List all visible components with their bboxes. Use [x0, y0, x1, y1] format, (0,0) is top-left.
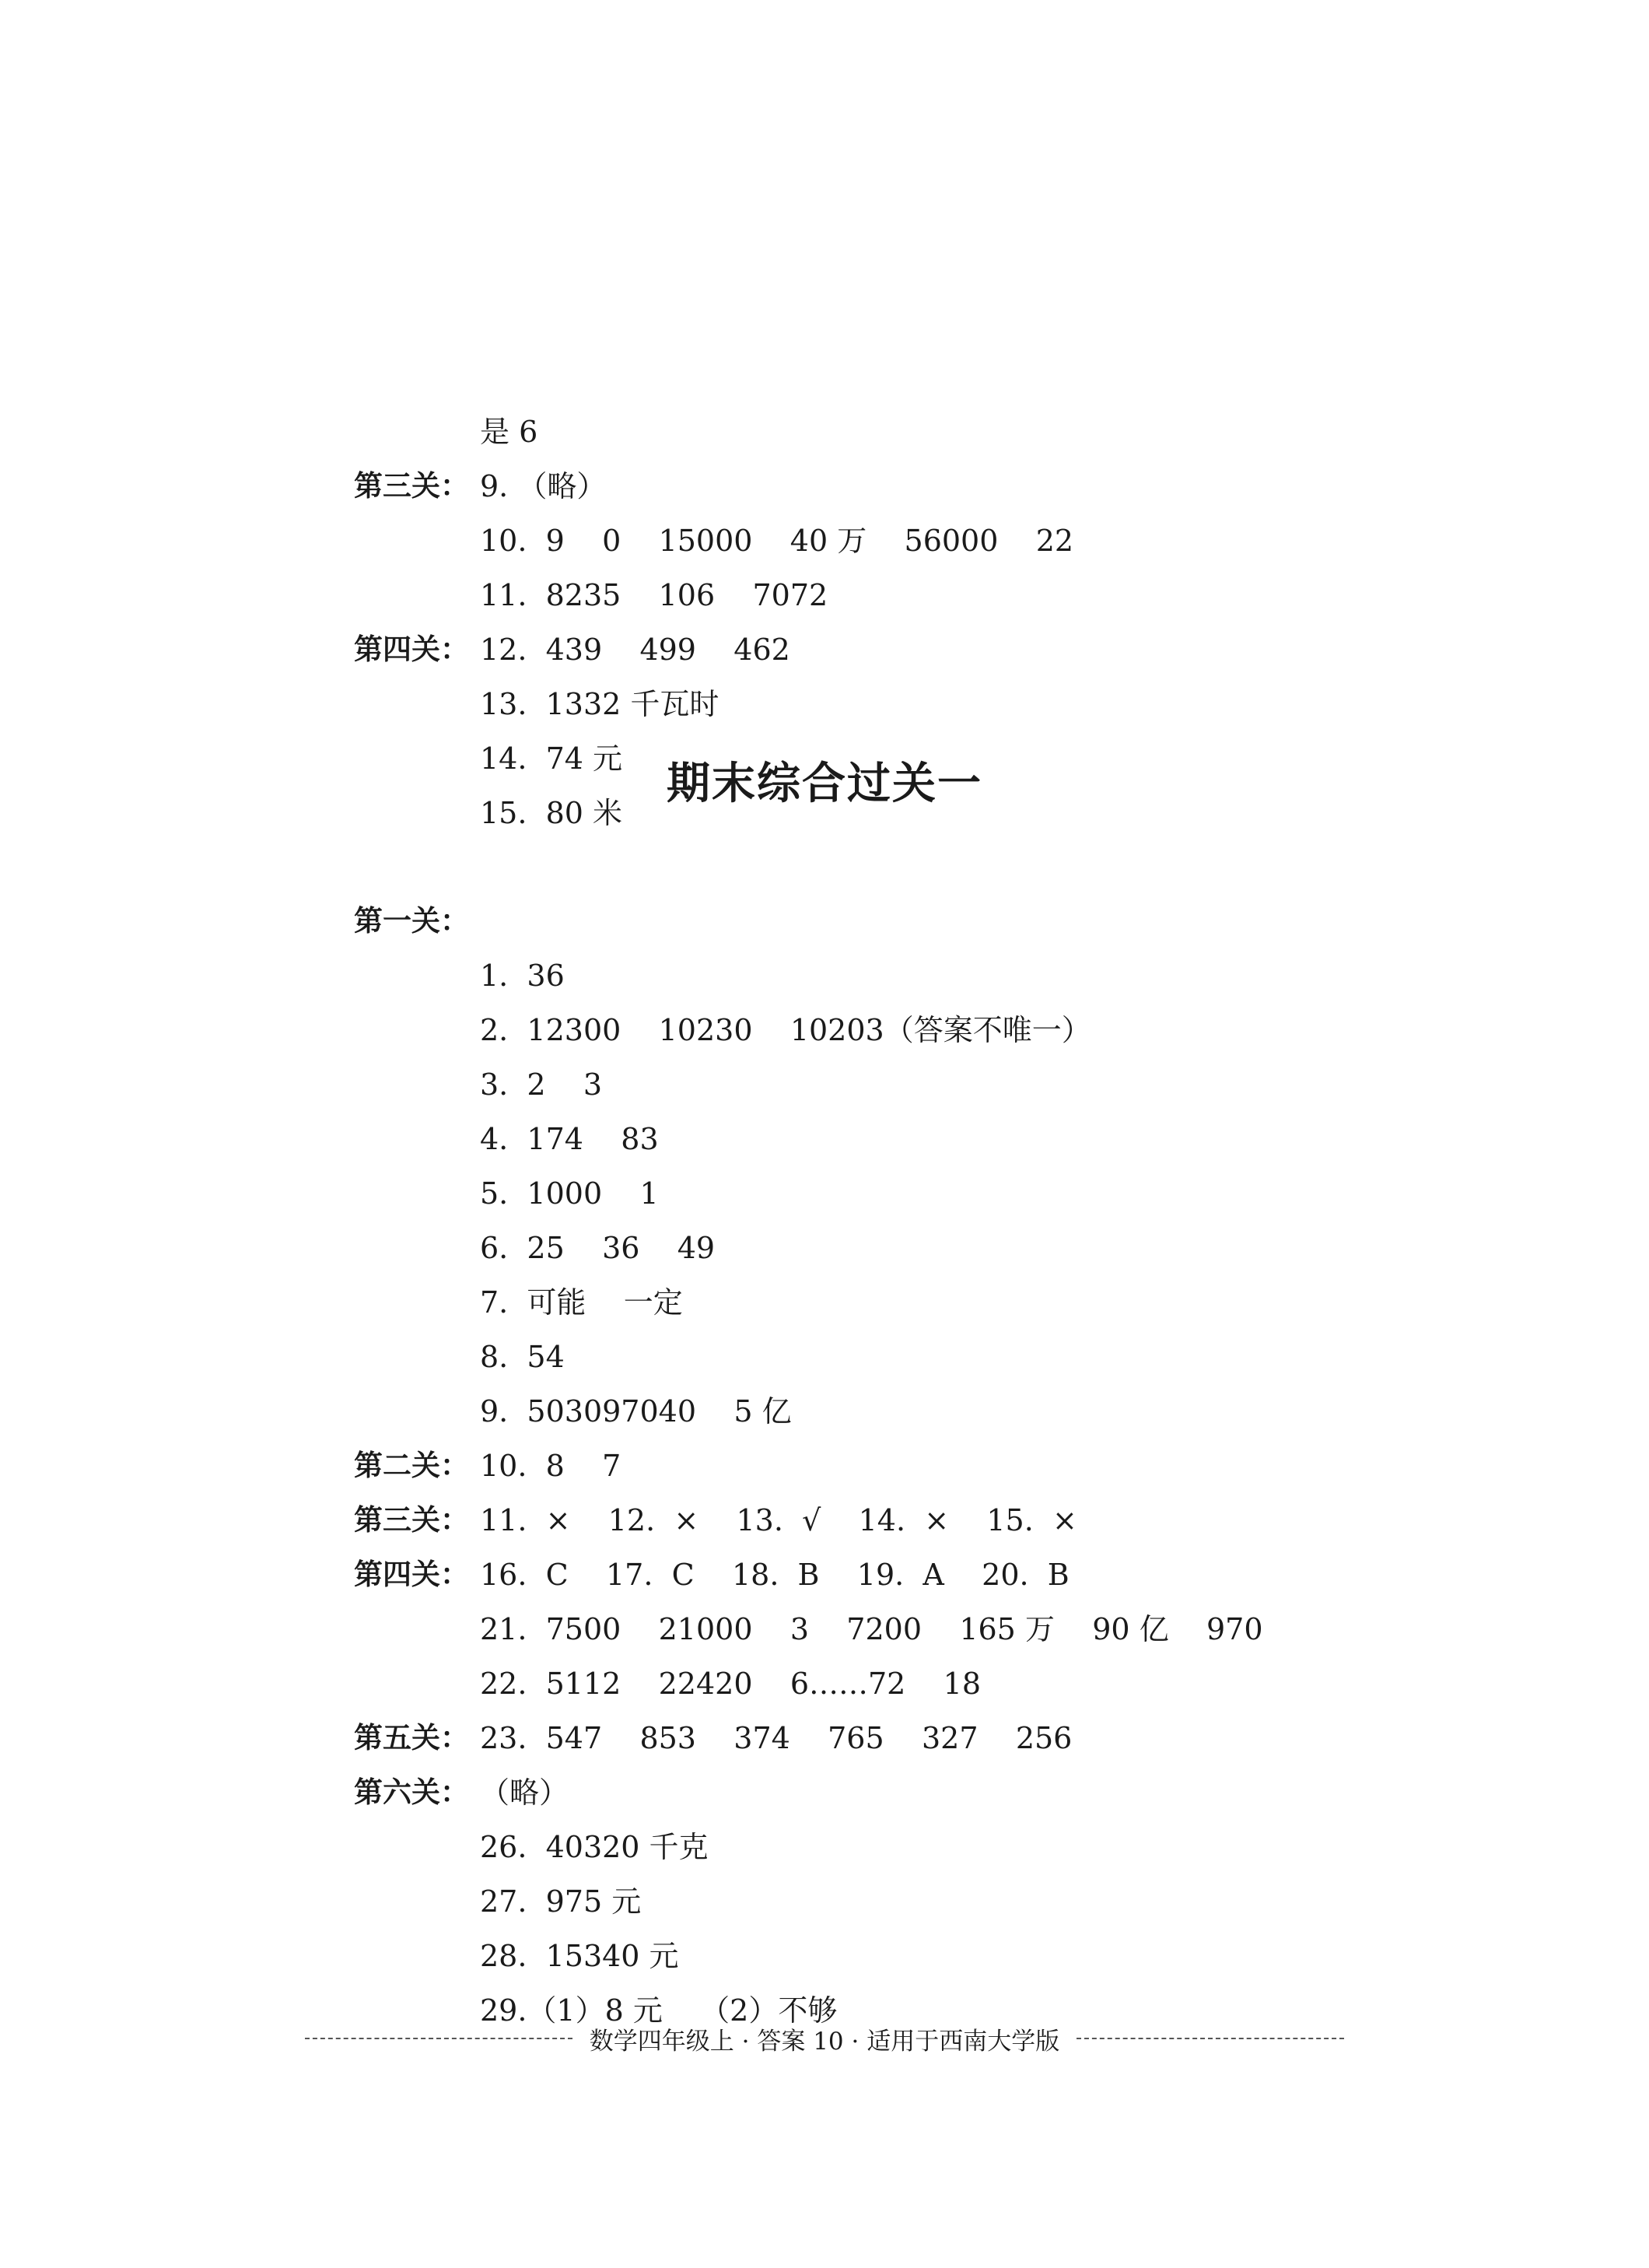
- answer-text: 27. 975 元: [480, 1884, 642, 1919]
- answer-text: 11. 8235 106 7072: [480, 578, 828, 612]
- section-label: 第二关：: [354, 1449, 469, 1482]
- answer-text: 9. 503097040 5 亿: [480, 1394, 792, 1428]
- answer-line: [0, 1221, 565, 1374]
- section-label: 第一关：: [354, 904, 469, 938]
- answer-text: 3. 2 3: [480, 1067, 603, 1102]
- footer-text: 数学四年级上 · 答案 10 · 适用于西南大学版: [589, 2027, 1060, 2056]
- answer-text: 14. 74 元: [480, 741, 623, 776]
- answer-text: 15. 80 米: [480, 796, 623, 830]
- footer-divider-left: [305, 2038, 572, 2039]
- answer-text: 6. 25 36 49: [480, 1231, 716, 1265]
- answer-text: 21. 7500 21000 3 7200 165 万 90 亿 970: [480, 1612, 1263, 1646]
- answer-text: 22. 5112 22420 6……72 18: [480, 1667, 982, 1701]
- answer-text: （略）: [480, 1775, 569, 1810]
- answer-text: 7. 可能 一定: [480, 1285, 683, 1320]
- answer-line: [0, 840, 565, 993]
- section-label: 第六关：: [354, 1775, 469, 1809]
- section-label: 第四关：: [354, 1558, 469, 1591]
- answer-text: 10. 8 7: [480, 1449, 621, 1483]
- answer-text: 是 6: [480, 415, 538, 449]
- answer-text: 29.（1）8 元 （2）不够: [480, 1993, 838, 2028]
- answer-text: 11. × 12. × 13. √ 14. × 15. ×: [480, 1503, 1077, 1537]
- section-label: 第三关：: [354, 1503, 469, 1537]
- answer-text: 8. 54: [480, 1340, 565, 1374]
- answer-line: [0, 296, 538, 449]
- section-heading: 期末综合过关一: [667, 759, 982, 809]
- answer-text: 4. 174 83: [480, 1122, 659, 1156]
- section-label: 第三关：: [354, 469, 469, 503]
- answer-text: 16. C 17. C 18. B 19. A 20. B: [480, 1558, 1070, 1592]
- answer-text: 2. 12300 10230 10203（答案不唯一）: [480, 1013, 1091, 1047]
- page-footer: [288, 2023, 1361, 2054]
- answer-text: 5. 1000 1: [480, 1176, 659, 1211]
- answer-text: 23. 547 853 374 765 327 256: [480, 1721, 1073, 1755]
- section-label: 第四关：: [354, 633, 469, 666]
- footer-divider-right: [1077, 2038, 1344, 2039]
- answer-text: 13. 1332 千瓦时: [480, 687, 719, 721]
- answer-text: 10. 9 0 15000 40 万 56000 22: [480, 524, 1074, 558]
- answer-text: 26. 40320 千克: [480, 1830, 709, 1864]
- section-label: 第五关：: [354, 1721, 469, 1754]
- answer-text: 9. （略）: [480, 469, 607, 503]
- answer-text: 1. 36: [480, 959, 565, 993]
- answer-text: 28. 15340 元: [480, 1939, 679, 1973]
- answer-text: 12. 439 499 462: [480, 633, 790, 667]
